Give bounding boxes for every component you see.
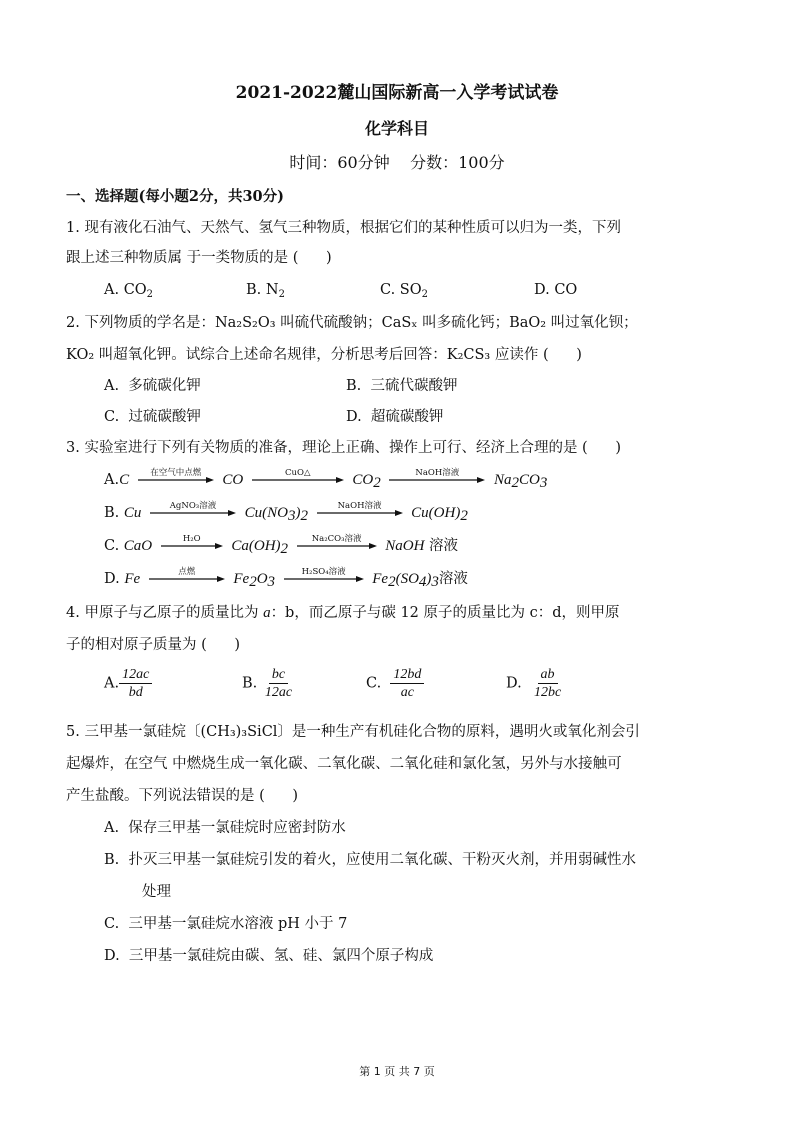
q4-stem-line2: 子的相对原子质量为 ( ) (66, 637, 241, 653)
time-score-info: 时间：60分钟 分数：100分 (289, 153, 505, 172)
q1-stem-line1: 1. 现有液化石油气、天然气、氢气三种物质，根据它们的某种性质可以归为一类，下列 (66, 220, 621, 236)
page-number: 第 1 页 共 7 页 (359, 1065, 435, 1078)
reaction-arrow: NaOH溶液 (389, 476, 485, 484)
q5-option-b-line2: 处理 (142, 884, 171, 900)
q5-option-a: A. 保存三甲基一氯硅烷时应密封防水 (104, 820, 346, 836)
q4-option-d: D. $\frac{ab}{12bc}$ (506, 667, 562, 700)
q5-stem-line3: 产生盐酸。下列说法错误的是 ( ) (66, 788, 299, 804)
q5-stem-line2: 起爆炸，在空气 中燃烧生成一氧化碳、二氧化碳、二氧化硅和氯化氢，另外与水接触可 (66, 756, 622, 772)
q1-option-d: D. CO (534, 282, 578, 298)
reaction-arrow: CuO△ (252, 476, 344, 484)
q1-stem-line2: 跟上述三种物质属 于一类物质的是 ( ) (66, 250, 332, 266)
q4-option-b: B. $\frac{bc}{12ac}$ (242, 667, 293, 700)
q3-option-c: C. CaO H₂O $Ca(OH)_2$ Na₂CO₃溶液 NaOH 溶液 (104, 534, 459, 557)
q1-option-c: C. $SO_2$ (380, 282, 428, 300)
q1-option-b: B. $N_2$ (246, 282, 285, 300)
reaction-arrow: H₂SO₄溶液 (284, 575, 364, 583)
reaction-arrow: 在空气中点燃 (138, 476, 214, 484)
q2-option-b: B. 三硫代碳酸钾 (346, 378, 458, 394)
q5-option-b-line1: B. 扑灭三甲基一氯硅烷引发的着火，应使用二氧化碳、干粉灭火剂，并用弱碱性水 (104, 852, 636, 868)
q3-option-a: A.C 在空气中点燃 CO CuO△ $CO_2$ NaOH溶液 $Na_2CO_3$ (104, 468, 548, 491)
q3-option-b: B. Cu AgNO₃溶液 $Cu(NO_3)_2$ NaOH溶液 $Cu(OH)_2$ (104, 501, 468, 524)
q3-stem: 3. 实验室进行下列有关物质的准备，理论上正确、操作上可行、经济上合理的是 ( ) (66, 440, 622, 456)
q2-option-c: C. 过硫碳酸钾 (104, 409, 201, 425)
q2-option-a: A. 多硫碳化钾 (104, 378, 201, 394)
q2-stem-line1: 2. 下列物质的学名是：Na₂S₂O₃ 叫硫代硫酸钠；CaSₓ 叫多硫化钙；BaO₂ 叫过氧化钡； (66, 315, 638, 331)
q4-stem-line1: 4. 甲原子与乙原子的质量比为 a：b，而乙原子与碳 12 原子的质量比为 c：d，则甲原 (66, 605, 620, 621)
reaction-arrow: 点燃 (149, 575, 225, 583)
section-heading: 一、选择题(每小题2分，共30分) (66, 188, 284, 205)
q4-option-c: C. $\frac{12bd}{ac}$ (366, 666, 424, 701)
q3-option-d: D. Fe 点燃 $Fe_2O_3$ H₂SO₄溶液 $Fe_2(SO_4)_3$溶液 (104, 567, 468, 590)
exam-title: 2021-2022麓山国际新高一入学考试试卷 (235, 83, 559, 103)
reaction-arrow: Na₂CO₃溶液 (297, 542, 377, 550)
reaction-arrow: AgNO₃溶液 (150, 509, 236, 517)
q5-option-d: D. 三甲基一氯硅烷由碳、氢、硅、氯四个原子构成 (104, 948, 434, 964)
reaction-arrow: NaOH溶液 (317, 509, 403, 517)
q5-option-c: C. 三甲基一氯硅烷水溶液 pH 小于 7 (104, 916, 348, 932)
q5-stem-line1: 5. 三甲基一氯硅烷〔(CH₃)₃SiCl〕是一种生产有机硅化合物的原料，遇明火或氧化剂会引 (66, 724, 640, 740)
q2-option-d: D. 超硫碳酸钾 (346, 409, 444, 425)
q2-stem-line2: KO₂ 叫超氧化钾。试综合上述命名规律，分析思考后回答：K₂CS₃ 应读作 ( ) (66, 347, 582, 363)
reaction-arrow: H₂O (161, 542, 223, 550)
q4-option-a: A. $\frac{12ac}{bd}$ (104, 666, 152, 701)
subject-title: 化学科目 (364, 119, 429, 138)
q1-option-a: A. $CO_2$ (104, 282, 154, 300)
